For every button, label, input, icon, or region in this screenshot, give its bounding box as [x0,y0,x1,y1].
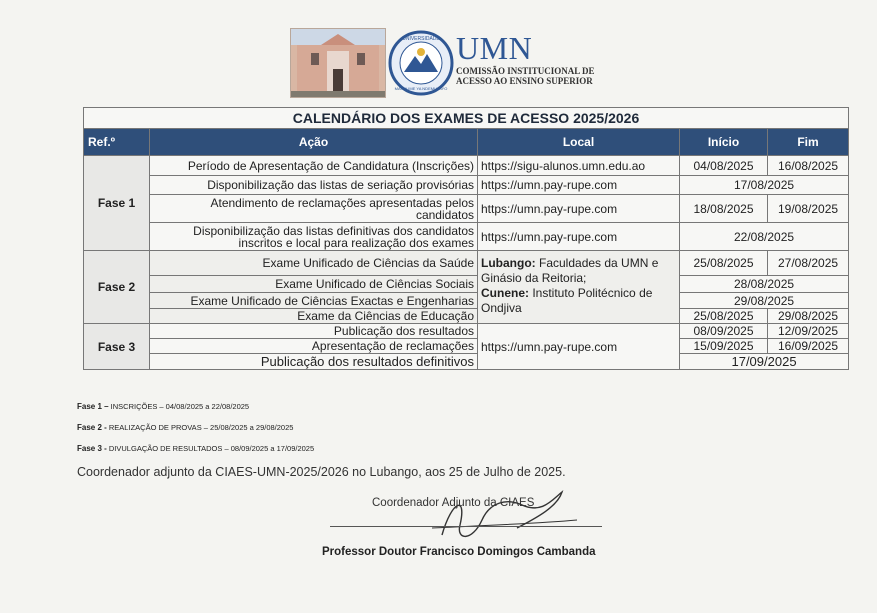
end-date: 12/09/2025 [768,324,849,339]
location-label-lubango: Lubango: [481,256,536,270]
col-location: Local [478,129,680,156]
table-row [84,223,849,251]
col-action: Ação [150,129,478,156]
col-end: Fim [768,129,849,156]
university-seal-logo [388,30,454,96]
exam-calendar-table [83,107,849,370]
action-cell: Exame da Ciências de Educação [150,309,478,324]
location-text-cunene: Instituto Politécnico de Ondjiva [481,286,653,315]
table-row [84,251,849,276]
phase-notes [77,400,314,463]
start-date: 15/09/2025 [680,339,768,354]
action-cell: Disponibilização das listas de seriação provisórias [150,176,478,195]
commission-name [456,66,595,86]
location-cell: https://umn.pay-rupe.com [478,176,680,195]
start-date: 04/08/2025 [680,156,768,176]
action-cell: Publicação dos resultados definitivos [150,354,478,370]
end-date: 27/08/2025 [768,251,849,276]
table-row [84,276,849,293]
action-cell: Atendimento de reclamações apresentadas pelos candidatos [150,195,478,223]
table-row [84,156,849,176]
location-label-cunene: Cunene: [481,286,529,300]
table-row [84,324,849,339]
signatory-title: Coordenador Adjunto da CIAES [372,497,535,509]
col-start: Início [680,129,768,156]
action-cell: Disponibilização das listas definitivas dos candidatos inscritos e local para realização dos exames [150,223,478,251]
note-phase-3 [77,442,314,463]
note-label: Fase 3 - [77,444,107,453]
note-label: Fase 2 - [77,423,107,432]
table-row [84,354,849,370]
action-cell: Exame Unificado de Ciências da Saúde [150,251,478,276]
phase-label: Fase 1 [84,156,150,251]
location-cell: https://umn.pay-rupe.com [478,223,680,251]
start-date: 25/08/2025 [680,309,768,324]
svg-text:MANDUME YA NDEMUFAYO: MANDUME YA NDEMUFAYO [394,86,448,91]
end-date: 16/08/2025 [768,156,849,176]
handwritten-signature [412,480,592,550]
start-date: 08/09/2025 [680,324,768,339]
exam-location-cell [478,251,680,324]
table-row [84,309,849,324]
col-ref: Ref.º [84,129,150,156]
phase-label: Fase 3 [84,324,150,370]
location-cell: https://umn.pay-rupe.com [478,195,680,223]
date-cell: 17/08/2025 [680,176,849,195]
note-phase-1 [77,400,314,421]
table-title: CALENDÁRIO DOS EXAMES DE ACESSO 2025/2026 [84,108,849,129]
note-phase-2 [77,421,314,442]
start-date: 25/08/2025 [680,251,768,276]
date-cell: 29/08/2025 [680,293,849,309]
location-cell: https://sigu-alunos.umn.edu.ao [478,156,680,176]
commission-line-2: ACESSO AO ENSINO SUPERIOR [456,76,593,86]
action-cell: Exame Unificado de Ciências Sociais [150,276,478,293]
signature-line [330,526,602,527]
action-cell: Publicação dos resultados [150,324,478,339]
date-cell: 22/08/2025 [680,223,849,251]
date-cell: 17/09/2025 [680,354,849,370]
note-text: REALIZAÇÃO DE PROVAS – 25/08/2025 a 29/08/2025 [108,423,294,432]
table-row [84,176,849,195]
action-cell: Apresentação de reclamações [150,339,478,354]
acronym: UMN [456,30,533,66]
date-cell: 28/08/2025 [680,276,849,293]
table-row [84,339,849,354]
commission-line-1: COMISSÃO INSTITUCIONAL DE [456,66,595,76]
signatory-name: Professor Doutor Francisco Domingos Cambanda [322,546,596,558]
svg-text:UNIVERSIDADE: UNIVERSIDADE [402,36,440,42]
table-row [84,195,849,223]
note-label: Fase 1 – [77,402,109,411]
coordinator-statement: Coordenador adjunto da CIAES-UMN-2025/2026 no Lubango, aos 25 de Julho de 2025. [77,465,566,479]
location-text-lubango: Faculdades da UMN e Ginásio da Reitoria; [481,256,659,285]
university-building-photo [290,28,386,98]
start-date: 18/08/2025 [680,195,768,223]
end-date: 16/09/2025 [768,339,849,354]
end-date: 19/08/2025 [768,195,849,223]
location-cell: https://umn.pay-rupe.com [478,324,680,370]
action-cell: Exame Unificado de Ciências Exactas e Engenharias [150,293,478,309]
phase-label: Fase 2 [84,251,150,324]
action-cell: Período de Apresentação de Candidatura (Inscrições) [150,156,478,176]
note-text: DIVULGAÇÃO DE RESULTADOS – 08/09/2025 a 17/09/2025 [108,444,315,453]
note-text: INSCRIÇÕES – 04/08/2025 a 22/08/2025 [110,402,250,411]
document-header [290,26,610,98]
end-date: 29/08/2025 [768,309,849,324]
table-row [84,293,849,309]
